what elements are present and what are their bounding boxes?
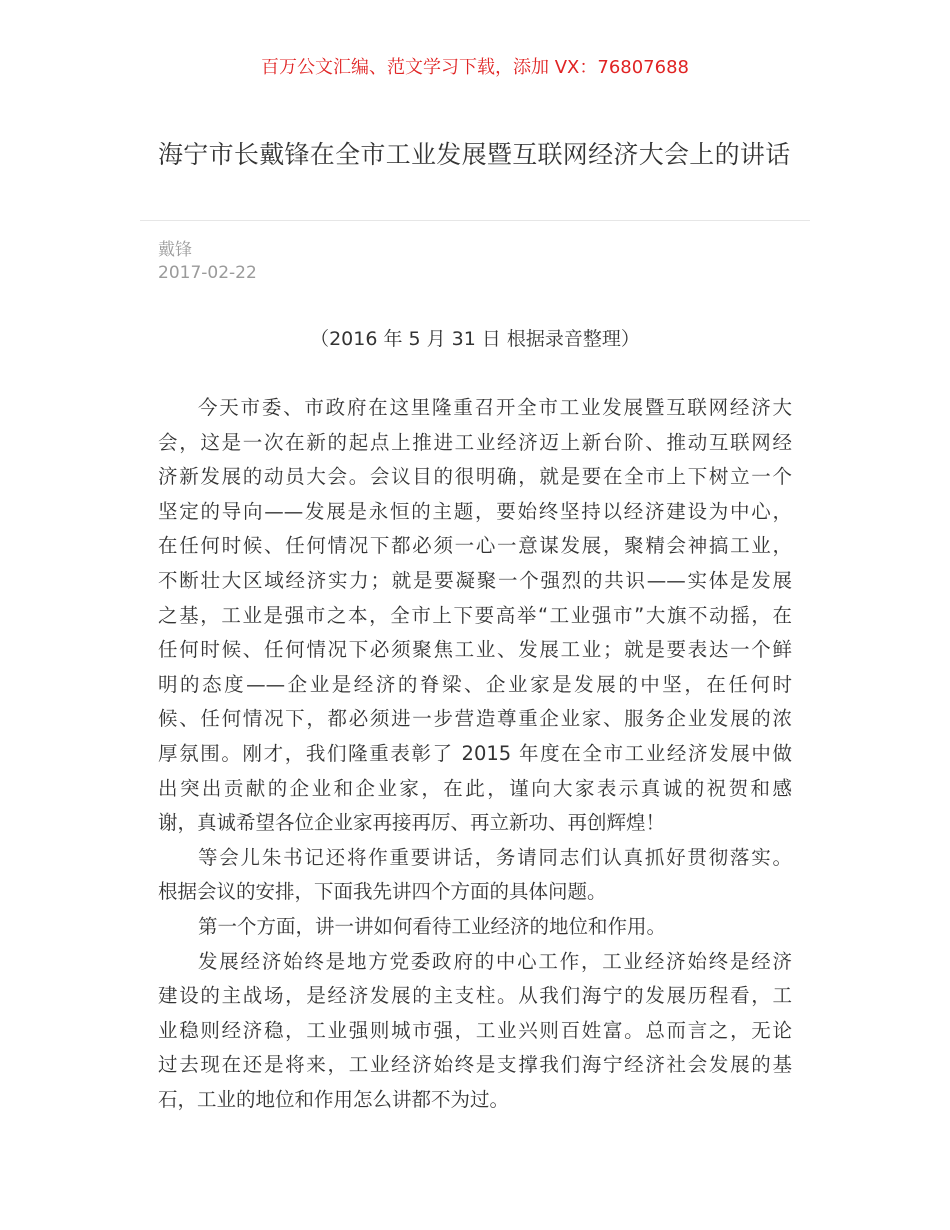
- paragraph-line: 建设的主战场，是经济发展的主支柱。从我们海宁的发展历程看，工: [158, 984, 792, 1008]
- download-banner: 百万公文汇编、范文学习下载，添加 VX：76807688: [261, 57, 689, 78]
- article-title: 海宁市长戴锋在全市工业发展暨互联网经济大会上的讲话: [158, 140, 791, 169]
- paragraph-line: 之基，工业是强市之本，全市上下要高举“工业强市”大旗不动摇，在: [158, 603, 792, 627]
- article-body: [158, 391, 792, 1117]
- paragraph-line: 第一个方面，讲一讲如何看待工业经济的地位和作用。: [198, 914, 667, 938]
- paragraph-line: 谢，真诚希望各位企业家再接再厉、再立新功、再创辉煌！: [158, 811, 666, 835]
- paragraph-line: 出突出贡献的企业和企业家，在此，谨向大家表示真诚的祝贺和感: [158, 776, 792, 800]
- article-subtitle: （2016 年 5 月 31 日 根据录音整理）: [310, 328, 640, 350]
- paragraph-line: 候、任何情况下，都必须进一步营造尊重企业家、服务企业发展的浓: [158, 707, 792, 731]
- paragraph-line: 业稳则经济稳，工业强则城市强，工业兴则百姓富。总而言之，无论: [158, 1018, 792, 1042]
- paragraph-line: 发展经济始终是地方党委政府的中心工作，工业经济始终是经济: [198, 949, 792, 973]
- paragraph-line: 坚定的导向——发展是永恒的主题，要始终坚持以经济建设为中心，: [158, 499, 792, 523]
- paragraph: [158, 945, 792, 1118]
- paragraph-line: 今天市委、市政府在这里隆重召开全市工业发展暨互联网经济大: [198, 396, 792, 419]
- paragraph-line: 不断壮大区域经济实力；就是要凝聚一个强烈的共识——实体是发展: [158, 568, 792, 592]
- paragraph: [158, 391, 792, 841]
- paragraph-line: 会，这是一次在新的起点上推进工业经济迈上新台阶、推动互联网经: [158, 430, 792, 454]
- paragraph-line: 明的态度——企业是经济的脊梁、企业家是发展的中坚，在任何时: [158, 672, 792, 696]
- paragraph: [158, 841, 792, 910]
- article-author: 戴锋: [158, 240, 192, 260]
- paragraph-line: 济新发展的动员大会。会议目的很明确，就是要在全市上下树立一个: [158, 465, 792, 489]
- paragraph: [158, 910, 792, 945]
- paragraph-line: 等会儿朱书记还将作重要讲话，务请同志们认真抓好贯彻落实。: [198, 845, 792, 869]
- paragraph-line: 过去现在还是将来，工业经济始终是支撑我们海宁经济社会发展的基: [158, 1053, 792, 1077]
- paragraph-line: 根据会议的安排，下面我先讲四个方面的具体问题。: [158, 880, 607, 904]
- paragraph-line: 石，工业的地位和作用怎么讲都不为过。: [158, 1087, 510, 1111]
- paragraph-line: 厚氛围。刚才，我们隆重表彰了 2015 年度在全市工业经济发展中做: [158, 741, 792, 765]
- paragraph-line: 在任何时候、任何情况下都必须一心一意谋发展，聚精会神搞工业，: [158, 534, 792, 558]
- article-date: 2017-02-22: [158, 263, 257, 283]
- title-divider: [140, 220, 810, 221]
- paragraph-line: 任何时候、任何情况下必须聚焦工业、发展工业；就是要表达一个鲜: [158, 638, 792, 662]
